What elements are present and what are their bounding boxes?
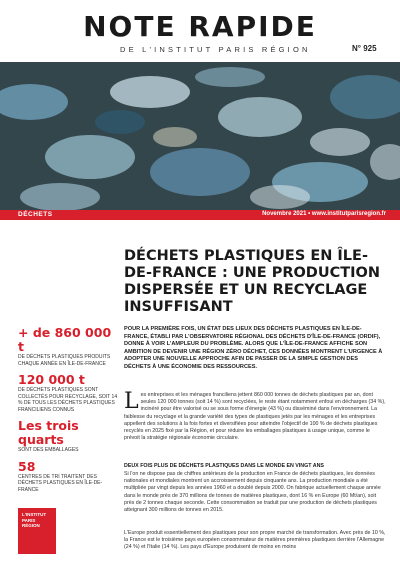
date-and-website[interactable]: Novembre 2021 • www.institutparisregion.fr [262,211,386,217]
section-band [0,210,400,220]
issue-number: N° 925 [352,44,377,53]
stat-value: + de 860 000 t [18,325,112,354]
stat-value: 58 [18,458,36,474]
cover-photo-plastic-bottles [0,62,400,210]
logo-line: RÉGION [22,523,40,528]
publication-subtitle: DE L'INSTITUT PARIS RÉGION [120,45,311,54]
logo-line: PARIS [22,517,36,523]
headline: DÉCHETS PLASTIQUES EN ÎLE-DE-FRANCE : UNE PRODUCTION DISPERSÉE ET UN RECYCLAGE INSUFFISANT [124,248,381,315]
lead-paragraph: POUR LA PREMIÈRE FOIS, UN ÉTAT DES LIEUX DES DÉCHETS PLASTIQUES EN ÎLE-DE-FRANCE, ÉTABLI PAR L'OBSERVATOIRE RÉGIONAL DES DÉCHETS D'ÎLE-DE-FRANCE (ORDIF), DONNE À VOIR L'AMPLEUR DU PROBLÈME. ALORS QUE L'ÎLE-DE-FRANCE AFFICHE SON AMBITION DE DEVENIR UNE RÉGION ZÉRO DÉCHET, CES DONNÉES MONTRENT L'URGENCE À ADOPTER UNE NOUVELLE APPROCHE AFIN DE PASSER DE LA SIMPLE GESTION DES DÉCHETS À UNE ÉCONOMIE DES RESSOURCES. [124,326,383,370]
body-paragraph: L'Europe produit essentiellement des plastiques pour son propre marché de transformation. Avec près de 10 %, la France est le troisième pays européen consommateur de matières premières plastiques derrière l'Allemagne (24 %) et l'Italie (14 %). Les pays d'Europe produisent de moins en moins [124,530,386,551]
stat-value: 120 000 t [18,372,85,387]
section-label: DÉCHETS [18,211,53,218]
drop-cap: L [124,389,139,414]
stat-label: CENTRES DE TRI TRAITENT DES DÉCHETS PLASTIQUES EN ÎLE-DE-FRANCE [18,473,103,493]
institut-logo [18,508,56,554]
stat-label: SONT DES EMBALLAGES [18,447,79,453]
logo-line: L'INSTITUT [22,512,47,517]
stat-value: Les trois quarts [18,418,79,447]
key-figures [18,326,118,499]
stat-label: DE DÉCHETS PLASTIQUES SONT COLLECTÉS POUR RECYCLAGE, SOIT 14 % DE TOUS LES DÉCHETS PLASTIQUES FRANCILIENS CONNUS [18,387,118,413]
section-subheading: DEUX FOIS PLUS DE DÉCHETS PLASTIQUES DANS LE MONDE EN VINGT ANS [124,463,324,469]
masthead [0,0,400,62]
body-text: es entreprises et les ménages franciliens jettent 860 000 tonnes de déchets plastiques par an, dont seules 120 000 tonnes (soit 14 %) sont recyclées, le reste étant notamment enfoui en décharges (34 %), incinéré pour être valorisé ou se sous forme d'énergie (43 %) ou disséminé dans l'environnement. La faiblesse du recyclage et la grande variété des types de plastiques jetés par les ménages et les entreprises appellent des solutions à la fois fortes et diversifiées pour atteindre l'objectif de 100 % de déchets plastiques recyclés en 2025 fixé par la Région, et pour réduire les emballages plastiques à usage unique, comme le prévoit la stratégie régionale économie circulaire. [124,392,386,442]
body-paragraph [124,389,386,442]
publication-title: NOTE RAPIDE [83,10,317,43]
body-paragraph: Si l'on ne dispose pas de chiffres antérieurs de la production en France de déchets plastiques, les données nationales et mondiales montrent un accroissement depuis cinquante ans. La production mondiale a été multipliée par vingt depuis les années 1960 et a doublé depuis 2000. On fabrique actuellement chaque année dans le monde près de 370 millions de tonnes de matières plastiques, dont 16 % en Europe (60 Mt/an), soit près de 2 tonnes chaque seconde. Cette consommation se traduit par une production de déchets plastiques atteignant 300 millions de tonnes en 2015. [124,471,381,514]
stat-label: DE DÉCHETS PLASTIQUES PRODUITS CHAQUE ANNÉE EN ÎLE-DE-FRANCE [18,354,111,367]
